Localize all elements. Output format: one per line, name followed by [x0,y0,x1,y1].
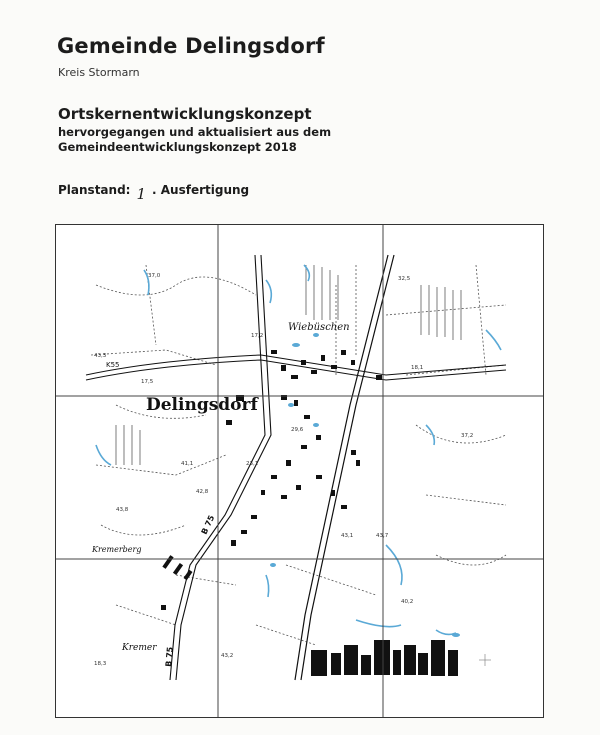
map-background [86,250,516,678]
label-b75-middle: B 75 [199,513,217,536]
height-label: 17,5 [141,379,154,385]
label-kremerberg: Kremerberg [92,545,142,554]
topographic-map [55,224,544,718]
label-k55: K55 [106,361,120,369]
planstand-label: Planstand: [58,183,131,197]
height-label: 43,3 [94,353,107,359]
document-subtitle: Kreis Stormarn [58,66,140,79]
height-label: 32,5 [398,276,411,282]
concept-heading: Ortskernentwicklungskonzept [58,105,312,123]
label-wiebueschen: Wiebüschen [288,322,350,333]
height-label: 23,1 [246,461,259,467]
height-label: 42,8 [196,489,209,495]
height-label: 18,3 [94,661,107,667]
height-label: 37,2 [461,433,474,439]
height-label: 43,2 [221,653,234,659]
description-line-2: Gemeindeentwicklungskonzept 2018 [58,140,297,154]
height-label: 40,2 [401,599,414,605]
height-label: 41,1 [181,461,194,467]
height-label: 37,0 [148,273,161,279]
height-label: 29,6 [291,427,304,433]
height-label: 43,7 [376,533,389,539]
concept-description [58,125,331,155]
label-kremer: Kremer [122,643,157,653]
height-label: 17,2 [251,333,264,339]
height-label: 43,1 [341,533,354,539]
planstand-row [58,180,250,203]
planstand-handwritten-value: 1 [136,185,147,203]
label-b75-south: B 75 [164,646,175,668]
height-label: 18,1 [411,365,424,371]
planstand-suffix: . Ausfertigung [152,183,250,197]
height-label: 43,8 [116,507,129,513]
description-line-1: hervorgegangen und aktualisiert aus dem [58,125,332,139]
document-title: Gemeinde Delingsdorf [57,34,325,58]
map-svg [56,225,543,717]
label-delingsdorf: Delingsdorf [146,395,258,415]
